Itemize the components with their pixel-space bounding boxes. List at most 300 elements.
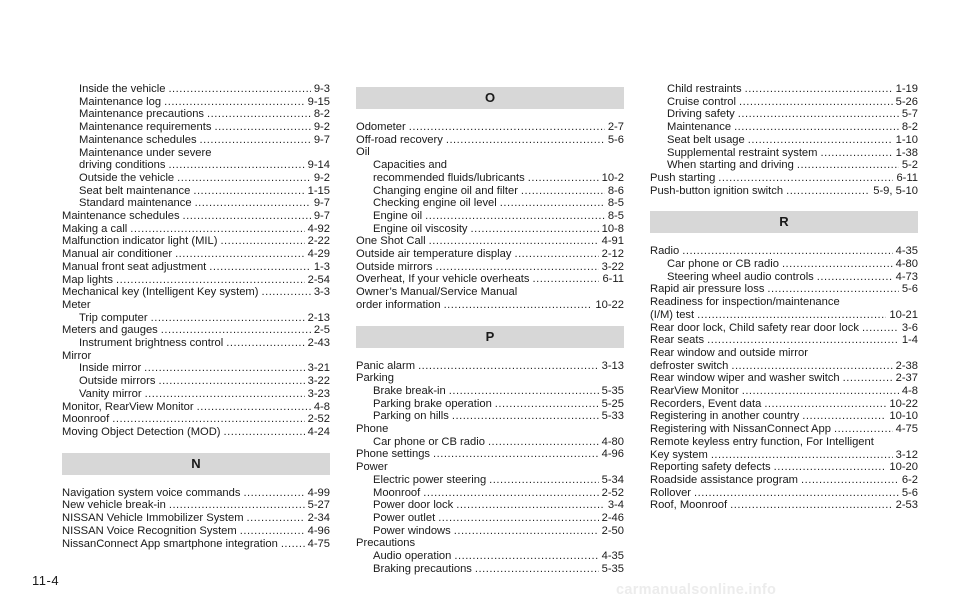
index-entry	[62, 286, 330, 299]
index-subentry	[650, 159, 918, 172]
entry-term: Maintenance schedules	[79, 133, 197, 146]
dot-leader	[183, 210, 311, 223]
dot-leader	[247, 512, 305, 525]
index-entry	[650, 245, 918, 258]
index-entry	[356, 299, 624, 312]
dot-leader	[801, 474, 899, 487]
index-entry	[62, 261, 330, 274]
index-subentry	[356, 398, 624, 411]
entry-page-ref: 10-22	[889, 397, 918, 410]
dot-leader	[435, 261, 598, 274]
entry-page-ref: 5-33	[601, 410, 624, 423]
entry-page-ref: 5-35	[601, 562, 624, 575]
entry-term: NissanConnect App smartphone integration	[62, 537, 278, 550]
entry-page-ref: 5-27	[307, 499, 330, 512]
dot-leader	[161, 324, 311, 337]
entry-page-ref: 2-52	[307, 413, 330, 426]
index-entry	[650, 309, 918, 322]
entry-term: Trip computer	[79, 311, 148, 324]
entry-page-ref: 4-8	[901, 385, 918, 398]
entry-page-ref: 2-34	[307, 512, 330, 525]
entry-page-ref: 4-99	[307, 486, 330, 499]
dot-leader	[145, 388, 305, 401]
index-subentry	[650, 83, 918, 96]
entry-page-ref: 4-8	[313, 400, 330, 413]
index-subentry	[356, 487, 624, 500]
dot-leader	[433, 448, 599, 461]
index-entry	[62, 235, 330, 248]
entry-term: Key system	[650, 448, 708, 461]
entry-page-ref: 1-19	[895, 83, 918, 95]
index-entry	[650, 322, 918, 335]
dot-leader	[261, 286, 310, 299]
entry-term: Maintenance log	[79, 95, 162, 108]
dot-leader	[730, 499, 892, 512]
dot-leader	[471, 223, 599, 236]
entry-term: One Shot Call	[356, 235, 426, 248]
entry-page-ref: 5-2	[901, 159, 918, 172]
entry-term: Brake break-in	[373, 384, 446, 397]
dot-leader	[112, 413, 304, 426]
index-entry	[650, 449, 918, 462]
dot-leader	[475, 563, 599, 576]
entry-term: Radio	[650, 245, 680, 258]
entry-term: Maintenance precautions	[79, 108, 205, 121]
index-subentry	[650, 121, 918, 134]
index-column-left	[62, 83, 330, 550]
entry-page-ref: 4-75	[895, 423, 918, 436]
index-entry	[650, 474, 918, 487]
index-entry-continued: Mirror	[62, 349, 92, 362]
entry-page-ref: 2-38	[895, 359, 918, 372]
entry-page-ref: 3-12	[895, 448, 918, 461]
entry-term: RearView Monitor	[650, 385, 739, 398]
entry-term: Rear door lock, Child safety rear door lock	[650, 321, 859, 334]
entry-page-ref: 10-22	[595, 298, 624, 311]
index-entry	[62, 223, 330, 236]
entry-page-ref: 1-15	[307, 184, 330, 197]
entry-term: When starting and driving	[667, 159, 794, 172]
entry-page-ref: 5-6	[607, 133, 624, 146]
index-entry	[62, 538, 330, 551]
index-subentry	[356, 499, 624, 512]
dot-leader	[209, 261, 311, 274]
entry-page-ref: 9-2	[313, 121, 330, 134]
index-subentry	[62, 185, 330, 198]
entry-page-ref: 2-52	[601, 486, 624, 499]
entry-page-ref: 2-7	[607, 121, 624, 133]
dot-leader	[220, 235, 304, 248]
entry-term: Rollover	[650, 486, 692, 499]
index-entry-continued: Rear window and outside mirror	[650, 346, 808, 359]
entry-term: Power windows	[373, 524, 451, 537]
entry-page-ref: 2-37	[895, 372, 918, 385]
entry-term: driving conditions	[79, 159, 166, 172]
entry-term: Seat belt maintenance	[79, 184, 191, 197]
entry-term: Moonroof	[373, 486, 421, 499]
entry-page-ref: 2-5	[313, 324, 330, 337]
index-subentry	[356, 223, 624, 236]
dot-leader	[454, 525, 599, 538]
entry-page-ref: 2-54	[307, 273, 330, 286]
entry-page-ref: 6-11	[602, 273, 624, 286]
dot-leader	[528, 172, 599, 185]
dot-leader	[739, 96, 893, 109]
entry-page-ref: 4-80	[895, 258, 918, 271]
dot-leader	[224, 426, 305, 439]
dot-leader	[718, 172, 893, 185]
entry-page-ref: 10-20	[889, 461, 918, 474]
entry-term: Malfunction indicator light (MIL)	[62, 235, 218, 248]
dot-leader	[707, 334, 899, 347]
index-subentry	[356, 210, 624, 223]
index-subentry	[356, 172, 624, 185]
entry-term: Braking precautions	[373, 562, 472, 575]
dot-leader	[243, 487, 304, 500]
entry-page-ref: 4-24	[307, 425, 330, 438]
entry-page-ref: 8-5	[607, 197, 624, 210]
dot-leader	[200, 134, 311, 147]
entry-term: Car phone or CB radio	[373, 435, 485, 448]
entry-term: Map lights	[62, 273, 113, 286]
section-heading-n: N	[62, 453, 330, 475]
index-entry	[650, 461, 918, 474]
entry-page-ref: 2-53	[895, 499, 918, 512]
index-subentry	[356, 185, 624, 198]
entry-term: Outside air temperature display	[356, 248, 512, 261]
entry-term: Mechanical key (Intelligent Key system)	[62, 286, 259, 299]
entry-page-ref: 1-10	[895, 133, 918, 146]
dot-leader	[834, 423, 893, 436]
entry-page-ref: 4-35	[895, 245, 918, 258]
entry-term: Power door lock	[373, 499, 454, 512]
entry-term: Rear seats	[650, 334, 705, 347]
entry-term: Maintenance schedules	[62, 210, 180, 223]
entry-page-ref: 4-80	[601, 435, 624, 448]
entry-term: Outside mirrors	[79, 375, 156, 388]
entry-term: Changing engine oil and filter	[373, 184, 518, 197]
index-subentry	[62, 96, 330, 109]
dot-leader	[281, 538, 305, 551]
entry-term: Phone settings	[356, 448, 431, 461]
entry-page-ref: 5-6	[901, 486, 918, 499]
index-entry	[356, 448, 624, 461]
entry-page-ref: 4-75	[307, 537, 330, 550]
dot-leader	[438, 512, 598, 525]
entry-page-ref: 10-8	[601, 222, 624, 235]
index-entry	[650, 423, 918, 436]
entry-term: Standard maintenance	[79, 197, 192, 210]
dot-leader	[862, 322, 899, 335]
index-entry	[650, 185, 918, 198]
entry-term: Manual front seat adjustment	[62, 260, 207, 273]
index-subentry	[356, 512, 624, 525]
index-entry	[356, 261, 624, 274]
entry-page-ref: 10-2	[601, 171, 624, 184]
entry-term: Parking on hills	[373, 410, 449, 423]
index-entry-continued: Precautions	[356, 537, 416, 550]
entry-term: Maintenance requirements	[79, 121, 212, 134]
entry-term: Outside the vehicle	[79, 171, 175, 184]
entry-page-ref: 3-4	[607, 499, 624, 512]
entry-page-ref: 3-22	[601, 260, 624, 273]
dot-leader	[409, 121, 605, 134]
index-subentry	[356, 410, 624, 423]
dot-leader	[731, 360, 892, 373]
entry-term: Audio operation	[373, 550, 452, 563]
dot-leader	[240, 525, 305, 538]
dot-leader	[843, 372, 893, 385]
index-subentry	[650, 134, 918, 147]
index-entry	[650, 398, 918, 411]
index-entry	[650, 283, 918, 296]
entry-page-ref: 5-7	[901, 108, 918, 121]
entry-term: order information	[356, 298, 441, 311]
entry-page-ref: 4-91	[601, 235, 624, 248]
dot-leader	[151, 312, 305, 325]
entry-term: defroster switch	[650, 359, 729, 372]
dot-leader	[195, 197, 311, 210]
index-subentry	[356, 525, 624, 538]
entry-term: Navigation system voice commands	[62, 486, 241, 499]
index-subentry	[62, 312, 330, 325]
entry-term: Checking engine oil level	[373, 197, 497, 210]
entry-term: Seat belt usage	[667, 133, 745, 146]
index-entry-continued: Power	[356, 461, 388, 474]
entry-term: Monitor, RearView Monitor	[62, 400, 194, 413]
index-entry	[62, 401, 330, 414]
dot-leader	[226, 337, 304, 350]
index-entry-continued: Parking	[356, 372, 394, 385]
index-subentry	[62, 388, 330, 401]
entry-page-ref: 1-3	[313, 260, 330, 273]
index-entry	[62, 426, 330, 439]
index-subentry	[356, 563, 624, 576]
index-entry	[650, 385, 918, 398]
index-entry	[650, 372, 918, 385]
entry-page-ref: 2-22	[307, 235, 330, 248]
index-entry-continued: Maintenance under severe	[79, 146, 212, 159]
dot-leader	[144, 362, 304, 375]
entry-term: Driving safety	[667, 108, 735, 121]
dot-leader	[164, 96, 304, 109]
entry-term: Panic alarm	[356, 359, 416, 372]
index-entry-continued: Capacities and	[373, 159, 448, 172]
entry-term: Making a call	[62, 222, 128, 235]
index-entry	[62, 274, 330, 287]
index-subentry	[62, 159, 330, 172]
dot-leader	[802, 410, 886, 423]
entry-page-ref: 2-50	[601, 524, 624, 537]
dot-leader	[786, 185, 870, 198]
index-subentry	[62, 337, 330, 350]
dot-leader	[488, 436, 599, 449]
index-subentry	[356, 474, 624, 487]
index-subentry	[650, 96, 918, 109]
entry-term: Inside the vehicle	[79, 83, 166, 95]
index-subentry	[62, 172, 330, 185]
index-entry	[62, 512, 330, 525]
entry-page-ref: 3-13	[601, 359, 624, 372]
entry-page-ref: 3-22	[307, 375, 330, 388]
entry-term: Odometer	[356, 121, 406, 133]
section-heading-p: P	[356, 326, 624, 348]
dot-leader	[817, 271, 893, 284]
index-column-right	[650, 83, 918, 512]
entry-page-ref: 4-92	[307, 222, 330, 235]
section-heading-r: R	[650, 211, 918, 233]
page-number: 11-4	[32, 573, 60, 588]
dot-leader	[175, 248, 305, 261]
entry-term: Moonroof	[62, 413, 110, 426]
entry-page-ref: 2-43	[307, 337, 330, 350]
entry-page-ref: 5-25	[601, 397, 624, 410]
index-subentry	[62, 375, 330, 388]
entry-page-ref: 5-6	[901, 283, 918, 296]
dot-leader	[734, 121, 899, 134]
index-subentry	[650, 108, 918, 121]
entry-term: Engine oil	[373, 209, 423, 222]
dot-leader	[742, 385, 899, 398]
index-entry-continued: Readiness for inspection/maintenance	[650, 296, 840, 309]
watermark-logo: carmanualsonline.info	[616, 582, 777, 598]
entry-page-ref: 8-2	[901, 121, 918, 134]
index-entry	[356, 273, 624, 286]
entry-term: (I/M) test	[650, 308, 695, 321]
index-subentry	[650, 147, 918, 160]
entry-term: Overheat, If your vehicle overheats	[356, 273, 530, 286]
dot-leader	[682, 245, 892, 258]
entry-term: Moving Object Detection (MOD)	[62, 425, 221, 438]
entry-term: Outside mirrors	[356, 260, 433, 273]
entry-page-ref: 4-29	[307, 248, 330, 261]
entry-term: Reporting safety defects	[650, 461, 771, 474]
entry-page-ref: 9-7	[313, 210, 330, 223]
dot-leader	[782, 258, 893, 271]
index-entry	[62, 248, 330, 261]
entry-term: Meters and gauges	[62, 324, 158, 337]
entry-page-ref: 5-35	[601, 384, 624, 397]
entry-term: Steering wheel audio controls	[667, 270, 814, 283]
dot-leader	[521, 185, 605, 198]
dot-leader	[495, 398, 599, 411]
entry-page-ref: 2-46	[601, 511, 624, 524]
index-subentry	[650, 258, 918, 271]
index-entry	[356, 235, 624, 248]
entry-term: New vehicle break-in	[62, 499, 166, 512]
dot-leader	[193, 185, 304, 198]
entry-page-ref: 5-26	[895, 95, 918, 108]
entry-page-ref: 1-38	[895, 146, 918, 159]
entry-term: NISSAN Voice Recognition System	[62, 524, 237, 537]
entry-term: Roof, Moonroof	[650, 499, 728, 512]
index-entry-continued: Owner’s Manual/Service Manual	[356, 286, 518, 299]
entry-term: Instrument brightness control	[79, 337, 224, 350]
index-entry	[650, 499, 918, 512]
dot-leader	[748, 134, 893, 147]
index-entry	[62, 413, 330, 426]
section-heading-o: O	[356, 87, 624, 109]
index-entry	[62, 324, 330, 337]
index-subentry	[356, 385, 624, 398]
entry-page-ref: 6-2	[901, 473, 918, 486]
index-entry-continued: Meter	[62, 298, 91, 311]
index-entry	[650, 410, 918, 423]
entry-page-ref: 10-21	[889, 308, 918, 321]
dot-leader	[214, 121, 310, 134]
entry-page-ref: 8-2	[313, 108, 330, 121]
dot-leader	[500, 197, 605, 210]
entry-term: Off-road recovery	[356, 133, 443, 146]
dot-leader	[454, 550, 598, 563]
index-subentry	[62, 108, 330, 121]
entry-page-ref: 4-73	[895, 270, 918, 283]
index-entry	[650, 360, 918, 373]
entry-term: Recorders, Event data	[650, 397, 762, 410]
entry-page-ref: 3-21	[307, 362, 330, 375]
dot-leader	[489, 474, 598, 487]
entry-term: Engine oil viscosity	[373, 222, 468, 235]
entry-term: Supplemental restraint system	[667, 146, 818, 159]
entry-term: Parking brake operation	[373, 397, 492, 410]
dot-leader	[797, 159, 899, 172]
index-entry	[356, 248, 624, 261]
dot-leader	[533, 273, 600, 286]
entry-page-ref: 9-14	[307, 159, 330, 172]
entry-term: Registering in another country	[650, 410, 800, 423]
entry-page-ref: 1-4	[901, 334, 918, 347]
entry-term: NISSAN Vehicle Immobilizer System	[62, 512, 244, 525]
index-entry-continued: Phone	[356, 423, 389, 436]
dot-leader	[449, 385, 599, 398]
index-entry	[62, 210, 330, 223]
entry-page-ref: 9-7	[313, 133, 330, 146]
entry-page-ref: 10-10	[889, 410, 918, 423]
dot-leader	[444, 299, 593, 312]
dot-leader	[446, 134, 605, 147]
index-entry	[356, 360, 624, 373]
entry-page-ref: 4-96	[307, 524, 330, 537]
index-subentry	[62, 83, 330, 96]
entry-term: Push-button ignition switch	[650, 184, 784, 197]
entry-term: Maintenance	[667, 121, 732, 134]
entry-page-ref: 8-5	[607, 209, 624, 222]
entry-term: Vanity mirror	[79, 387, 142, 400]
dot-leader	[169, 499, 305, 512]
entry-page-ref: 4-35	[601, 550, 624, 563]
dot-leader	[711, 449, 893, 462]
dot-leader	[418, 360, 599, 373]
entry-term: Rear window wiper and washer switch	[650, 372, 840, 385]
entry-term: Electric power steering	[373, 473, 487, 486]
entry-term: Car phone or CB radio	[667, 258, 779, 271]
entry-page-ref: 9-15	[307, 95, 330, 108]
entry-page-ref: 4-96	[601, 448, 624, 461]
entry-term: Rapid air pressure loss	[650, 283, 765, 296]
entry-term: Child restraints	[667, 83, 742, 95]
dot-leader	[429, 235, 599, 248]
entry-page-ref: 8-6	[607, 184, 624, 197]
index-entry	[62, 499, 330, 512]
index-entry	[650, 172, 918, 185]
dot-leader	[764, 398, 886, 411]
dot-leader	[168, 83, 310, 96]
entry-term: Cruise control	[667, 95, 737, 108]
index-entry	[356, 134, 624, 147]
index-subentry	[62, 197, 330, 210]
index-entry	[62, 487, 330, 500]
dot-leader	[456, 499, 605, 512]
